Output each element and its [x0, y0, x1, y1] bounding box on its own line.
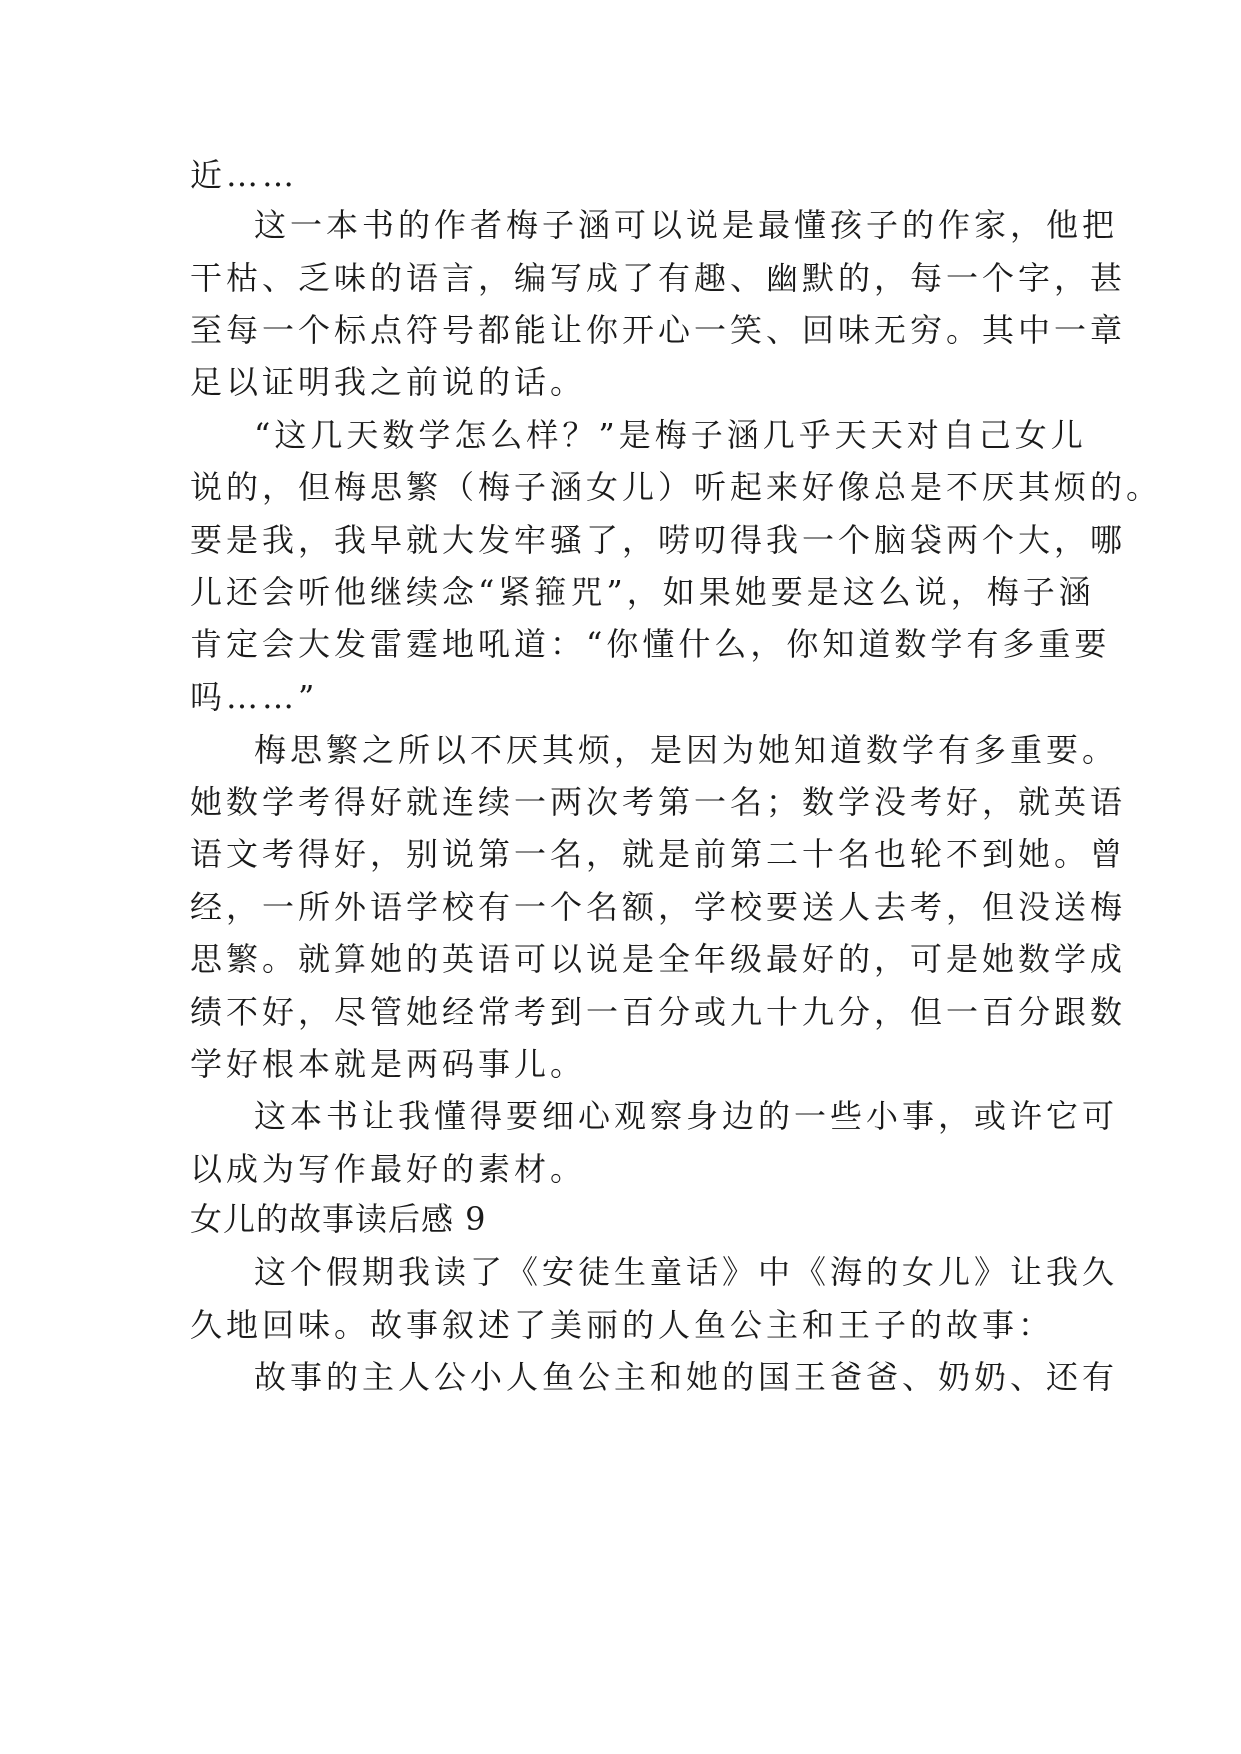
text-line: 干枯、乏味的语言，编写成了有趣、幽默的，每一个字，甚 — [190, 259, 1127, 297]
text-line: 至每一个标点符号都能让你开心一笑、回味无穷。其中一章 — [190, 311, 1127, 349]
text-line: 梅思繁之所以不厌其烦，是因为她知道数学有多重要。 — [254, 731, 1119, 769]
text-line: 经，一所外语学校有一个名额，学校要送人去考，但没送梅 — [190, 888, 1127, 926]
text-line: 她数学考得好就连续一两次考第一名；数学没考好，就英语 — [190, 783, 1127, 821]
text-line: 说的，但梅思繁（梅子涵女儿）听起来好像总是不厌其烦的。 — [190, 468, 1163, 506]
text-line: 这一本书的作者梅子涵可以说是最懂孩子的作家，他把 — [254, 206, 1119, 244]
text-line: 绩不好，尽管她经常考到一百分或九十九分，但一百分跟数 — [190, 993, 1127, 1031]
text-line: 语文考得好，别说第一名，就是前第二十名也轮不到她。曾 — [190, 835, 1127, 873]
text-line: 故事的主人公小人鱼公主和她的国王爸爸、奶奶、还有 — [254, 1358, 1119, 1396]
text-line: “这几天数学怎么样？”是梅子涵几乎天天对自己女儿 — [254, 416, 1087, 454]
text-line: 儿还会听他继续念“紧箍咒”，如果她要是这么说，梅子涵 — [190, 573, 1095, 611]
text-line: 学好根本就是两码事儿。 — [190, 1045, 587, 1083]
text-line: 以成为写作最好的素材。 — [190, 1150, 587, 1188]
section-heading: 女儿的故事读后感 9 — [190, 1200, 487, 1238]
text-line: 要是我，我早就大发牢骚了，唠叨得我一个脑袋两个大，哪 — [190, 521, 1127, 559]
text-line: 足以证明我之前说的话。 — [190, 363, 587, 401]
text-line: 这个假期我读了《安徒生童话》中《海的女儿》让我久 — [254, 1253, 1119, 1291]
text-line: 久地回味。故事叙述了美丽的人鱼公主和王子的故事： — [190, 1306, 1055, 1344]
text-line: 思繁。就算她的英语可以说是全年级最好的，可是她数学成 — [190, 940, 1127, 978]
text-line: 近…… — [190, 156, 299, 194]
text-line: 吗……” — [190, 678, 319, 716]
text-line: 肯定会大发雷霆地吼道：“你懂什么，你知道数学有多重要 — [190, 625, 1111, 663]
text-line: 这本书让我懂得要细心观察身边的一些小事，或许它可 — [254, 1097, 1119, 1135]
